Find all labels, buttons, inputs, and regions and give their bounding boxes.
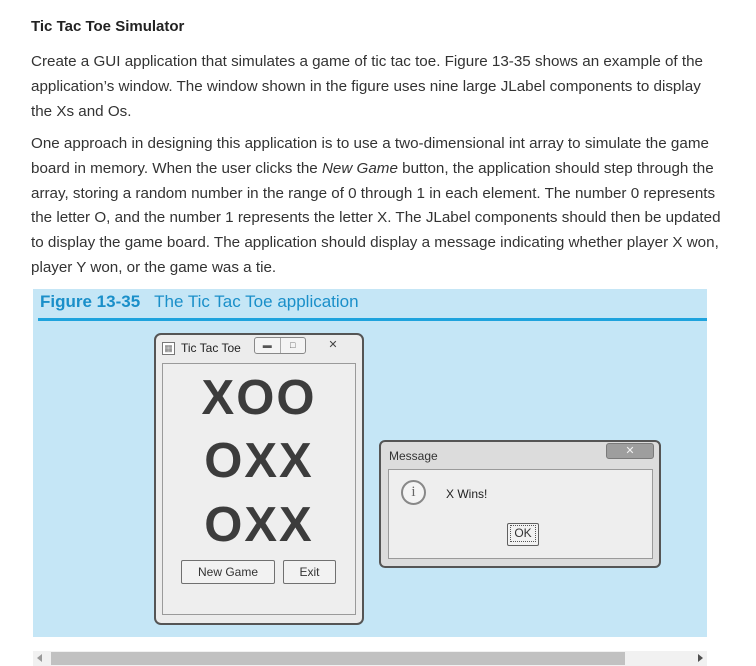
intro-paragraph: Create a GUI application that simulates a game of tic tac toe. Figure 13-35 shows an example of the application’s window. The window shown in the figure uses nine large JLabel components to display the Xs and Os. xyxy=(31,53,703,120)
window-content xyxy=(162,363,356,615)
scroll-left-icon[interactable] xyxy=(37,654,42,662)
close-icon[interactable]: ✕ xyxy=(328,339,338,351)
info-icon: i xyxy=(401,480,426,505)
approach-text-before: One approach in designing this application is to use a two-dimensional int array to simulate the game board in memory. When the user clicks the xyxy=(31,135,709,177)
scroll-right-icon[interactable] xyxy=(698,654,703,662)
dialog-title: Message xyxy=(389,449,438,463)
ok-button-label: OK xyxy=(510,525,535,542)
horizontal-scrollbar[interactable] xyxy=(33,651,707,666)
dialog-close-icon[interactable]: ✕ xyxy=(606,443,654,459)
figure-rule xyxy=(38,318,707,321)
board-row-2: OXX xyxy=(204,434,314,488)
exit-button[interactable]: Exit xyxy=(283,560,336,584)
window-title-bar xyxy=(156,335,362,361)
ok-button[interactable] xyxy=(507,523,539,546)
scrollbar-thumb[interactable] xyxy=(51,652,625,665)
figure-number: Figure 13-35 xyxy=(40,292,141,311)
approach-text-emphasis: New Game xyxy=(321,159,398,177)
maximize-icon[interactable]: □ xyxy=(290,340,296,350)
approach-text-after: button, the application should step through the array, storing a random number in the range of 0 through 1 in each element. The number 0 represents the letter O, and the number 1 represents the letter X. The JLabel components should then be updated to display the game board. The application should display a message indicating whether player X won, player Y won, or the game was a tie. xyxy=(31,159,721,276)
window-controls xyxy=(254,337,306,354)
section-heading: Tic Tac Toe Simulator xyxy=(31,18,185,35)
message-dialog xyxy=(379,440,661,568)
board-row-3: OXX xyxy=(204,498,314,552)
figure-caption xyxy=(40,292,359,312)
figure-title: The Tic Tac Toe application xyxy=(154,292,359,311)
figure-13-35 xyxy=(33,289,707,637)
minimize-icon[interactable]: ▬ xyxy=(255,338,281,353)
window-title: Tic Tac Toe xyxy=(181,341,241,355)
dialog-content xyxy=(388,469,653,559)
dialog-message: X Wins! xyxy=(446,487,488,501)
tic-tac-toe-window xyxy=(154,333,364,625)
board-row-1: XOO xyxy=(201,371,317,425)
new-game-button[interactable]: New Game xyxy=(181,560,275,584)
approach-paragraph xyxy=(31,132,721,281)
app-icon: ▦ xyxy=(162,342,175,355)
